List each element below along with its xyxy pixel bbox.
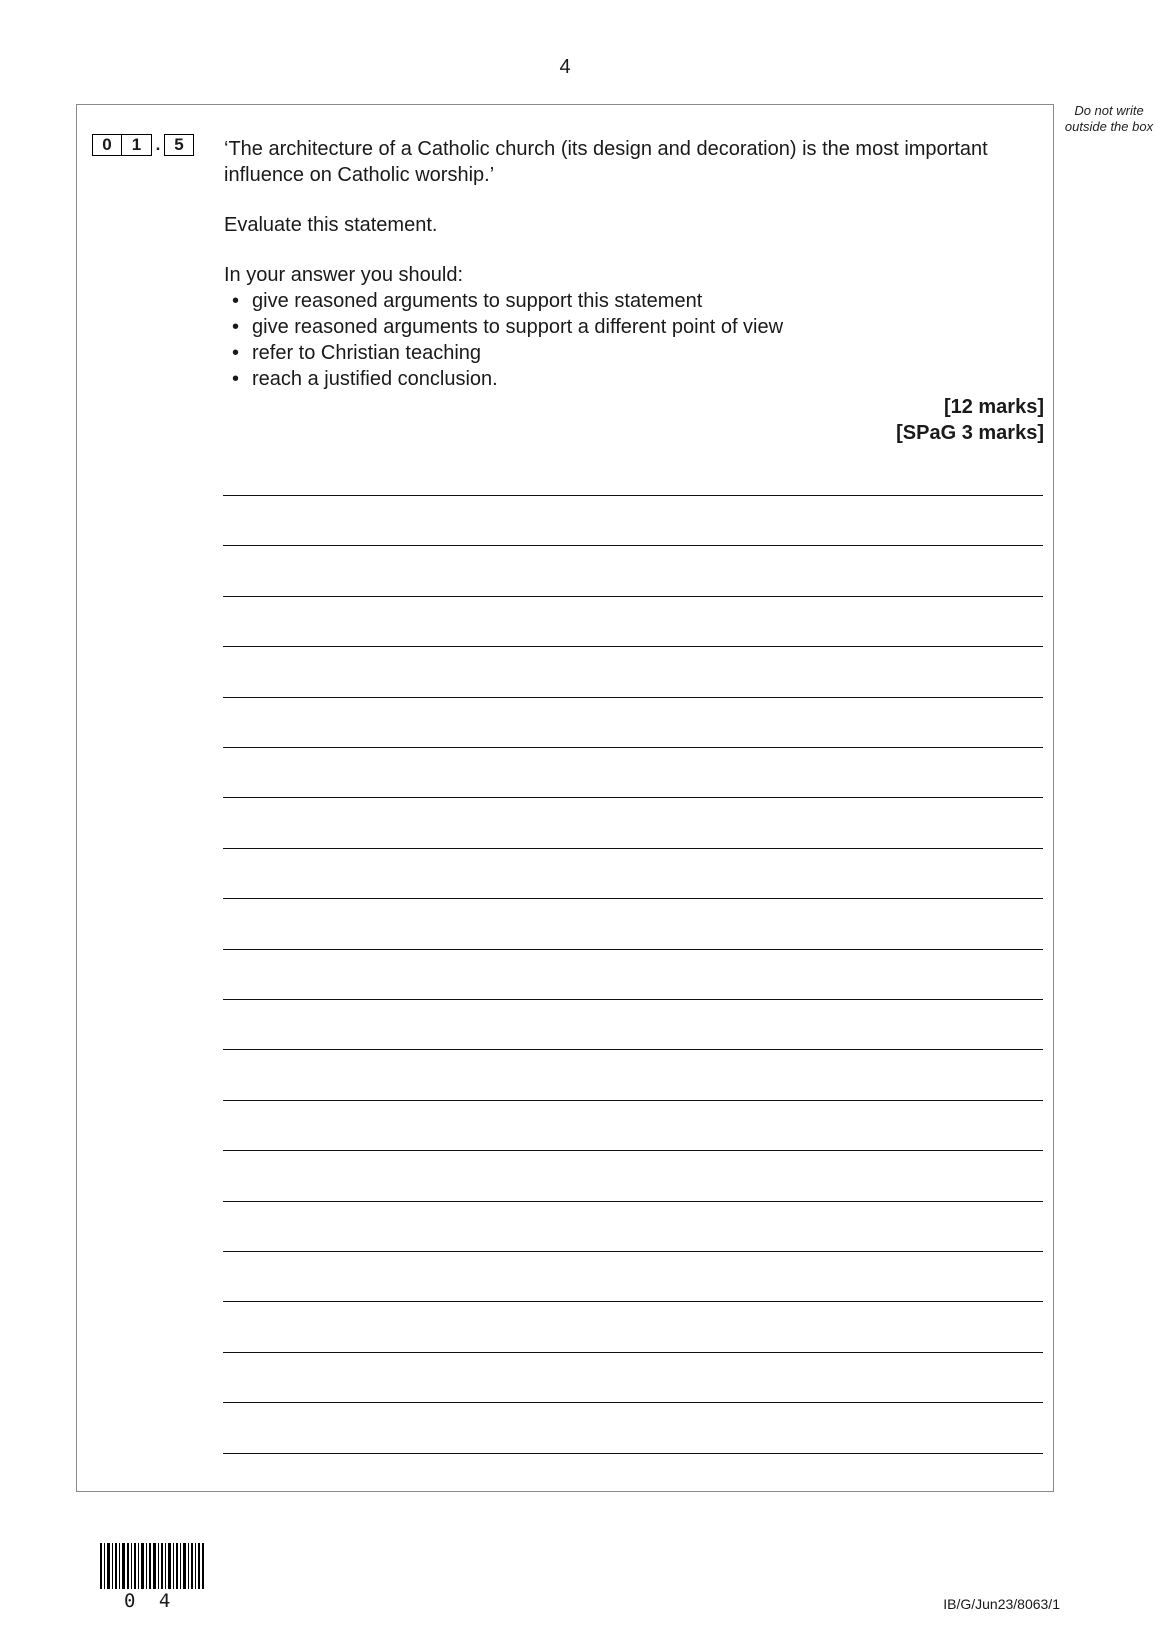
answer-line[interactable] [223,949,1043,950]
barcode [100,1543,204,1589]
spag-marks-label: [SPaG 3 marks] [896,422,1044,444]
answer-line[interactable] [223,1402,1043,1403]
answer-line[interactable] [223,545,1043,546]
answer-line[interactable] [223,1049,1043,1050]
instruction-item: • reach a justified conclusion. [224,366,1044,392]
answer-line[interactable] [223,747,1043,748]
instruction-item: • refer to Christian teaching [224,340,1044,366]
answer-line[interactable] [223,1201,1043,1202]
answer-line[interactable] [223,848,1043,849]
paper-reference: IB/G/Jun23/8063/1 [943,1596,1060,1612]
answer-line[interactable] [223,1352,1043,1353]
question-number-digit-1: 0 [92,134,122,156]
answer-line[interactable] [223,1453,1043,1454]
answer-line[interactable] [223,1301,1043,1302]
question-text [224,136,1044,392]
question-number-separator: . [155,135,161,154]
answer-line[interactable] [223,1150,1043,1151]
answer-line[interactable] [223,697,1043,698]
marks-allocation [896,394,1044,446]
question-command: Evaluate this statement. [224,214,438,236]
question-number-sub: 5 [164,134,194,156]
page-number: 4 [559,56,571,78]
answer-line[interactable] [223,999,1043,1000]
instructions-heading: In your answer you should: [224,264,464,286]
answer-line[interactable] [223,495,1043,496]
question-number-digit-2: 1 [122,134,152,156]
instructions-list [224,288,1044,392]
margin-note: Do not write outside the box [1064,103,1154,134]
answer-line[interactable] [223,1100,1043,1101]
marks-label: [12 marks] [943,396,1044,418]
question-quote: ‘The architecture of a Catholic church (its design and decoration) is the most important influence on Catholic worship.’ [224,138,988,186]
answer-line[interactable] [223,1251,1043,1252]
answer-line[interactable] [223,596,1043,597]
answer-line[interactable] [223,898,1043,899]
instruction-item: • give reasoned arguments to support this statement [224,288,1044,314]
barcode-text: 0 4 [124,1590,177,1612]
instruction-item: • give reasoned arguments to support a different point of view [224,314,1044,340]
answer-line[interactable] [223,646,1043,647]
answer-line[interactable] [223,797,1043,798]
question-number [92,133,194,157]
